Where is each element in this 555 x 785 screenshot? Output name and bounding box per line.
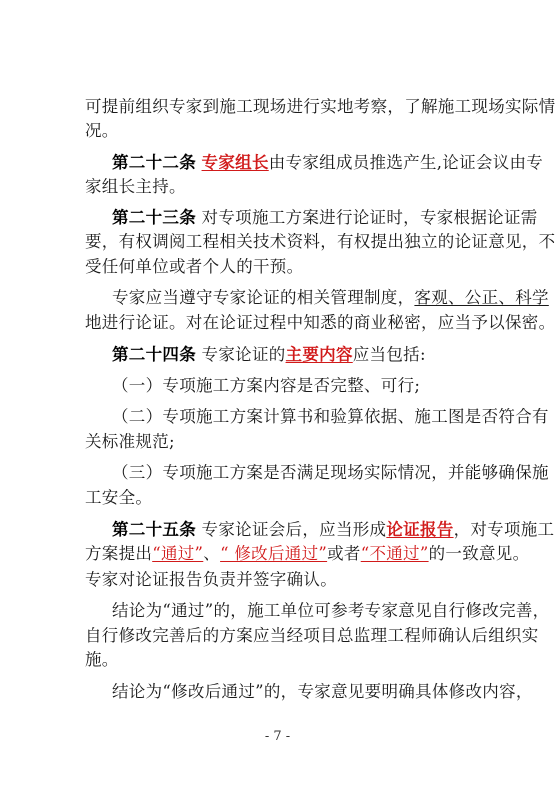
text-segment: 自行修改完善后的方案应当经项目总监理工程师确认后组织实 — [85, 626, 539, 645]
text-segment: 对专项施工方案进行论证时，专家根据论证需 — [196, 208, 538, 227]
page-number: - 7 - — [264, 729, 291, 744]
article-number: 第二十三条 — [112, 208, 196, 227]
text-line — [85, 257, 303, 277]
text-line — [112, 407, 549, 427]
text-line — [112, 520, 554, 540]
text-line — [85, 544, 529, 564]
text-segment: 可提前组织专家到施工现场进行实地考察，了解施工现场实际情 — [85, 97, 555, 116]
text-segment: 家组长主持。 — [85, 177, 186, 196]
highlighted-term: 主要内容 — [285, 345, 353, 364]
underlined-text: 客观、公正、科学 — [414, 288, 549, 307]
text-segment: 应当包括: — [352, 345, 426, 364]
text-segment: 专家论证会后，应当形成 — [196, 520, 387, 539]
article-number: 第二十五条 — [112, 520, 196, 539]
text-segment: 专家应当遵守专家论证的相关管理制度， — [112, 288, 415, 307]
text-segment: 结论为“通过”的，施工单位可参考专家意见自行修改完善， — [112, 601, 550, 620]
text-segment: （二）专项施工方案计算书和验算依据、施工图是否符合有 — [112, 407, 549, 426]
highlighted-option: “不通过” — [360, 544, 429, 563]
text-segment: （三）专项施工方案是否满足现场实际情况，并能够确保施 — [112, 463, 549, 482]
text-line — [85, 177, 186, 197]
text-line — [85, 626, 539, 646]
text-segment: 、 — [203, 544, 221, 563]
text-line — [112, 601, 549, 621]
highlighted-option: “ 修改后通过” — [220, 544, 328, 563]
text-line — [85, 432, 175, 452]
text-segment: 况。 — [85, 121, 119, 140]
text-segment: 专家对论证报告负责并签字确认。 — [85, 570, 337, 589]
text-line — [112, 463, 549, 483]
text-segment: 施。 — [85, 650, 119, 669]
text-segment: 工安全。 — [85, 488, 153, 507]
text-line — [85, 650, 119, 670]
text-line — [112, 208, 538, 228]
text-segment: 专家论证的 — [196, 345, 286, 364]
article-number: 第二十二条 — [112, 153, 196, 172]
text-line — [112, 345, 426, 365]
text-segment: 地进行论证。对在论证过程中知悉的商业秘密，应当予以保密。 — [85, 313, 555, 332]
text-segment: 由专家组成员推选产生,论证会议由专 — [268, 153, 544, 172]
text-segment: 方案提出 — [85, 544, 153, 563]
text-line — [85, 97, 555, 117]
text-line — [85, 121, 119, 141]
text-line — [112, 288, 549, 308]
text-segment: 受任何单位或者个人的干预。 — [85, 257, 304, 276]
text-segment: 的一致意见。 — [428, 544, 530, 563]
highlighted-term: 论证报告 — [386, 520, 454, 539]
article-number: 第二十四条 — [112, 345, 196, 364]
text-line — [112, 376, 420, 396]
text-segment: 关标准规范; — [85, 432, 175, 451]
highlighted-option: “通过” — [152, 544, 204, 563]
text-segment: 结论为“修改后通过”的，专家意见要明确具体修改内容， — [112, 682, 533, 701]
text-segment: （一）专项施工方案内容是否完整、可行; — [112, 376, 421, 395]
text-line — [85, 232, 555, 252]
text-segment: 要，有权调阅工程相关技术资料，有权提出独立的论证意见，不 — [85, 232, 555, 251]
text-line — [85, 488, 152, 508]
text-line — [85, 313, 555, 333]
text-segment: 或者 — [327, 544, 361, 563]
text-line — [85, 570, 337, 590]
text-segment: ，对专项施工 — [453, 520, 555, 539]
text-line — [112, 682, 533, 702]
text-line — [112, 153, 543, 173]
highlighted-term: 专家组长 — [201, 153, 269, 172]
